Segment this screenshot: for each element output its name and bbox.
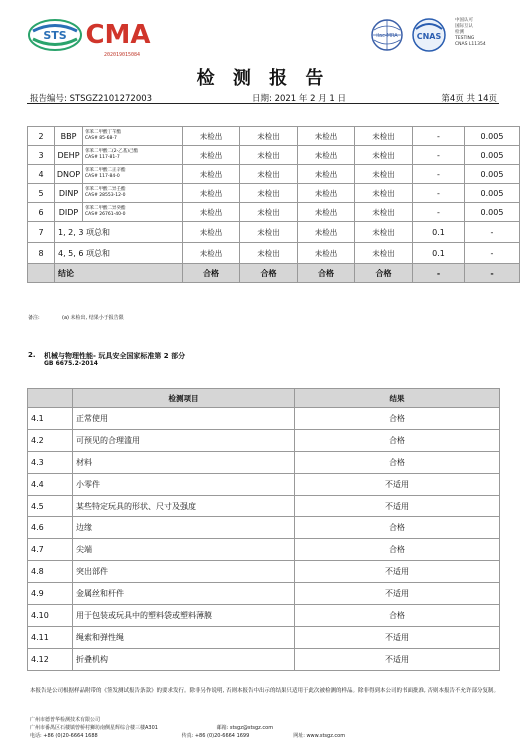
substance-cn-name: 邻苯二甲酸二正辛酯	[85, 168, 126, 173]
clause-number: 4.3	[28, 451, 73, 473]
remarks-label: 备注:	[28, 315, 40, 321]
section-title: 机械与物理性能- 玩具安全国家标准第 2 部分	[44, 352, 186, 360]
svg-text:CNAS: CNAS	[416, 32, 442, 41]
cnas-logo	[410, 17, 448, 53]
clause-number: 4.10	[28, 605, 73, 627]
substance-cn-name: 邻苯二甲酸丁苄酯	[85, 130, 121, 135]
result-cell: 未检出	[355, 243, 413, 264]
test-item: 小零件	[73, 473, 295, 495]
report-date: 日期: 2021 年 2 月 1 日	[252, 94, 347, 104]
total-label: 1, 2, 3 项总和	[55, 222, 183, 243]
footer-company: 广州市德普华检测技术有限公司	[30, 717, 101, 723]
mechanical-tests-table	[27, 388, 500, 671]
result-cell: 未检出	[240, 146, 298, 165]
table-row	[28, 429, 500, 451]
test-result: 合格	[295, 517, 500, 539]
result-cell: 未检出	[183, 243, 240, 264]
test-item: 金属丝和杆件	[73, 583, 295, 605]
substance-abbr: DNOP	[55, 165, 83, 184]
limit-cell: 0.005	[465, 165, 520, 184]
conclusion-cell: 合格	[183, 264, 240, 283]
table-row	[28, 184, 520, 203]
clause-number: 4.7	[28, 539, 73, 561]
table-row	[28, 495, 500, 517]
header-test-item: 检测项目	[73, 389, 295, 408]
sts-logo	[27, 18, 83, 52]
result-cell: 未检出	[355, 127, 413, 146]
result-cell: 未检出	[298, 146, 355, 165]
result-cell: 未检出	[183, 127, 240, 146]
result-cell: 未检出	[298, 203, 355, 222]
conclusion-limit: -	[465, 264, 520, 283]
result-cell: 未检出	[355, 165, 413, 184]
table-row	[28, 146, 520, 165]
table-header-row	[28, 389, 500, 408]
row-number: 6	[28, 203, 55, 222]
substance-cn-name: 邻苯二甲酸二异壬酯	[85, 187, 126, 192]
conclusion-cell: 合格	[240, 264, 298, 283]
page-number: 第4页 共 14页	[441, 94, 497, 104]
test-result: 合格	[295, 605, 500, 627]
clause-number: 4.6	[28, 517, 73, 539]
result-cell: 未检出	[355, 222, 413, 243]
substance-cn-name: 邻苯二甲酸二异癸酯	[85, 206, 126, 211]
footer-email: 邮箱: stsgz@stsgz.com	[216, 725, 274, 731]
substance-name	[83, 127, 183, 146]
conclusion-row	[28, 264, 520, 283]
remarks-text: (a) 未检出, 结果小于报告限	[62, 315, 124, 321]
result-cell: 未检出	[183, 146, 240, 165]
test-item: 突出部件	[73, 561, 295, 583]
clause-number: 4.12	[28, 648, 73, 670]
row-number: 2	[28, 127, 55, 146]
table-row	[28, 451, 500, 473]
mdl-cell: 0.1	[413, 222, 465, 243]
svg-text:CMA: CMA	[85, 20, 151, 50]
mdl-cell: -	[413, 165, 465, 184]
test-item: 某些特定玩具的形状、尺寸及强度	[73, 495, 295, 517]
result-cell: 未检出	[183, 222, 240, 243]
footer-fax: 传真: +86 (0)20-6664 1699	[181, 733, 250, 739]
clause-number: 4.9	[28, 583, 73, 605]
test-result: 合格	[295, 451, 500, 473]
footer-address: 广州市番禺区石楼镇曾桥村狮坊南侧星辉综合楼三楼A301	[30, 725, 158, 731]
test-result: 不适用	[295, 583, 500, 605]
result-cell: 未检出	[183, 184, 240, 203]
test-item: 尖端	[73, 539, 295, 561]
result-cell: 未检出	[240, 243, 298, 264]
cas-number: CAS# 28553-12-0	[85, 193, 126, 198]
substance-abbr: DEHP	[55, 146, 83, 165]
test-item: 边缘	[73, 517, 295, 539]
total-row	[28, 243, 520, 264]
test-result: 不适用	[295, 626, 500, 648]
table-row	[28, 583, 500, 605]
table-row	[28, 539, 500, 561]
test-result: 不适用	[295, 648, 500, 670]
test-item: 可预见的合理滥用	[73, 429, 295, 451]
result-cell: 未检出	[240, 184, 298, 203]
substance-abbr: BBP	[55, 127, 83, 146]
conclusion-cell: 合格	[298, 264, 355, 283]
cas-number: CAS# 26761-40-0	[85, 212, 126, 217]
test-result: 合格	[295, 408, 500, 430]
row-number: 5	[28, 184, 55, 203]
table-row	[28, 203, 520, 222]
test-item: 折叠机构	[73, 648, 295, 670]
total-label: 4, 5, 6 项总和	[55, 243, 183, 264]
cas-number: CAS# 85-68-7	[85, 136, 117, 141]
substance-name	[83, 146, 183, 165]
mdl-cell: -	[413, 203, 465, 222]
limit-cell: 0.005	[465, 146, 520, 165]
row-number: 4	[28, 165, 55, 184]
report-number: 报告编号: STSGZ2101272003	[30, 94, 153, 104]
test-item: 用于包装或玩具中的塑料袋或塑料薄膜	[73, 605, 295, 627]
substance-abbr: DIDP	[55, 203, 83, 222]
result-cell: 未检出	[355, 184, 413, 203]
result-cell: 未检出	[183, 165, 240, 184]
test-result: 合格	[295, 429, 500, 451]
limit-cell: 0.005	[465, 127, 520, 146]
table-row	[28, 408, 500, 430]
result-cell: 未检出	[240, 203, 298, 222]
result-cell: 未检出	[298, 243, 355, 264]
limit-cell: 0.005	[465, 184, 520, 203]
result-cell: 未检出	[355, 146, 413, 165]
total-row	[28, 222, 520, 243]
test-item: 材料	[73, 451, 295, 473]
limit-cell: -	[465, 243, 520, 264]
header-result: 结果	[295, 389, 500, 408]
report-title: 检 测 报 告	[196, 68, 330, 89]
ilac-mra-logo	[370, 18, 404, 52]
test-result: 不适用	[295, 495, 500, 517]
cas-number: CAS# 117-81-7	[85, 155, 120, 160]
clause-number: 4.8	[28, 561, 73, 583]
row-number: 7	[28, 222, 55, 243]
section-standard: GB 6675.2-2014	[44, 360, 98, 367]
mdl-cell: 0.1	[413, 243, 465, 264]
substance-name	[83, 165, 183, 184]
cma-number: 202019015084	[103, 52, 141, 58]
table-row	[28, 517, 500, 539]
test-item: 正常使用	[73, 408, 295, 430]
conclusion-mdl: -	[413, 264, 465, 283]
cas-number: CAS# 117-84-0	[85, 174, 120, 179]
clause-number: 4.4	[28, 473, 73, 495]
result-cell: 未检出	[298, 127, 355, 146]
table-row	[28, 165, 520, 184]
substance-cn-name: 邻苯二甲酸二(2-乙基)己酯	[85, 149, 138, 154]
footer-contact	[30, 716, 345, 740]
table-row	[28, 648, 500, 670]
test-result: 不适用	[295, 473, 500, 495]
table-row	[28, 127, 520, 146]
mdl-cell: -	[413, 146, 465, 165]
test-result: 合格	[295, 539, 500, 561]
cnas-accreditation-text: 中国认可 国际互认 检测 TESTING CNAS L11354	[455, 18, 486, 47]
mdl-cell: -	[413, 127, 465, 146]
limit-cell: -	[465, 222, 520, 243]
clause-number: 4.2	[28, 429, 73, 451]
result-cell: 未检出	[298, 184, 355, 203]
result-cell: 未检出	[298, 165, 355, 184]
clause-number: 4.11	[28, 626, 73, 648]
footer-tel: 电话: +86 (0)20-6664 1688	[30, 733, 98, 739]
clause-number: 4.5	[28, 495, 73, 517]
result-cell: 未检出	[240, 222, 298, 243]
mdl-cell: -	[413, 184, 465, 203]
row-number: 8	[28, 243, 55, 264]
header-divider	[27, 103, 499, 104]
conclusion-blank	[28, 264, 55, 283]
test-item: 绳索和弹性绳	[73, 626, 295, 648]
table-row	[28, 561, 500, 583]
phthalate-results-table	[27, 126, 520, 283]
table-row	[28, 473, 500, 495]
cma-logo	[85, 13, 151, 53]
substance-name	[83, 184, 183, 203]
conclusion-label: 结论	[55, 264, 183, 283]
svg-text:ilac-MRA: ilac-MRA	[376, 33, 398, 39]
substance-abbr: DINP	[55, 184, 83, 203]
limit-cell: 0.005	[465, 203, 520, 222]
result-cell: 未检出	[298, 222, 355, 243]
test-result: 不适用	[295, 561, 500, 583]
header-blank	[28, 389, 73, 408]
row-number: 3	[28, 146, 55, 165]
substance-name	[83, 203, 183, 222]
result-cell: 未检出	[240, 165, 298, 184]
section-number: 2.	[28, 351, 36, 359]
result-cell: 未检出	[355, 203, 413, 222]
clause-number: 4.1	[28, 408, 73, 430]
table-row	[28, 605, 500, 627]
table-row	[28, 626, 500, 648]
result-cell: 未检出	[183, 203, 240, 222]
footer-statement: 本报告是公司根据样品附带的《签发测试报告条款》的要求发行。除非另作说明, 否则本报告中出示的结果只适用于此次被检测的样品。除非得到本公司的书面批准, 否则本报告不允许部分复制。	[30, 688, 499, 694]
conclusion-cell: 合格	[355, 264, 413, 283]
result-cell: 未检出	[240, 127, 298, 146]
footer-web: 网址: www.stsgz.com	[293, 733, 346, 739]
svg-text:STS: STS	[43, 29, 67, 42]
